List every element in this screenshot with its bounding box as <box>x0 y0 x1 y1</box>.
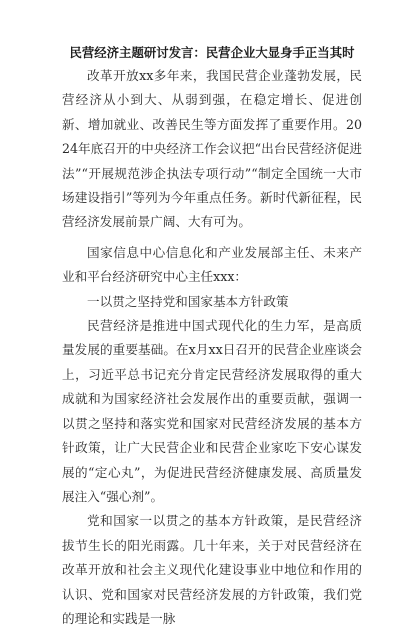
paragraph-intro: 改革开放xx多年来，我国民营企业蓬勃发展，民营经济从小到大、从弱到强，在稳定增长、促进创新、增加就业、改善民生等方面发挥了重要作用。2024年底召开的中央经济工作会议把“出台民营经济促进法”“开展规范涉企执法专项行动”“制定全国统一大市场建设指引”等列为今年重点任务。新时代新征程，民营经济发展前景广阔、大有可为。 <box>62 68 362 230</box>
paragraph-body-1: 民营经济是推进中国式现代化的生力军，是高质量发展的重要基础。在x月xx日召开的民营企业座谈会上，习近平总书记充分肯定民营经济发展取得的重大成就和为国家经济社会发展作出的重要贡献，强调一以贯之坚持和落实党和国家对民营经济发展的基本方针政策，让广大民营企业和民营企业家吃下安心谋发展的“定心丸”，为促进民营经济健康发展、高质量发展注入“强心剂”。 <box>62 318 362 504</box>
document-title: 民营经济主题研讨发言：民营企业大显身手正当其时 <box>69 45 355 60</box>
paragraph-body-2: 党和国家一以贯之的基本方针政策，是民营经济拔节生长的阳光雨露。几十年来，关于对民营经济在改革开放和社会主义现代化建设事业中地位和作用的认识、党和国家对民营经济发展的方针政策，我们党的理论和实践是一脉 <box>62 513 362 626</box>
paragraph-speaker: 国家信息中心信息化和产业发展部主任、未来产业和平台经济研究中心主任xxx： <box>62 244 362 285</box>
section-subheading: 一以贯之坚持党和国家基本方针政策 <box>87 293 289 309</box>
